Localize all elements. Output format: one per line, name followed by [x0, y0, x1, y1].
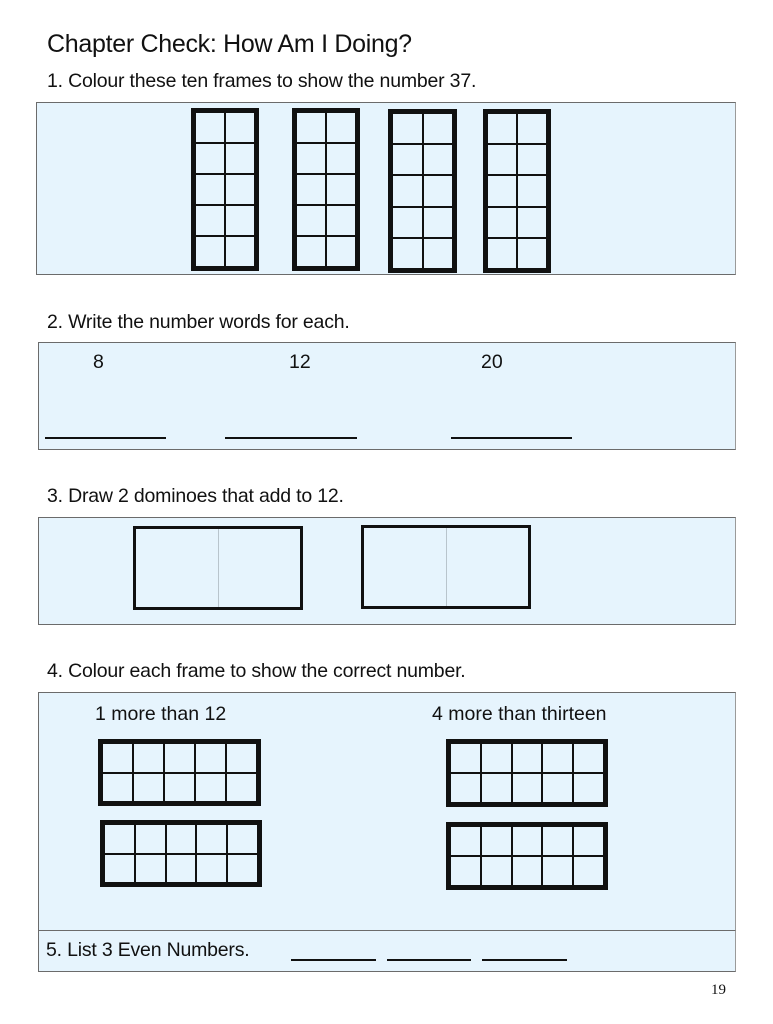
number-8: 8 — [93, 351, 104, 373]
ten-frame-2[interactable] — [292, 108, 360, 271]
question-1-prompt: 1. Colour these ten frames to show the number 37. — [47, 70, 477, 92]
answer-line-12[interactable] — [225, 437, 357, 439]
ten-frame-1-more-than-12-a[interactable] — [98, 739, 261, 806]
ten-frame-1-more-than-12-b[interactable] — [100, 820, 262, 887]
domino-divider — [218, 529, 219, 607]
group-label-2: 4 more than thirteen — [432, 703, 607, 725]
question-4-panel — [38, 692, 736, 932]
ten-frame-1[interactable] — [191, 108, 259, 271]
number-12: 12 — [289, 351, 311, 373]
page-number: 19 — [711, 982, 726, 998]
page-title: Chapter Check: How Am I Doing? — [47, 30, 412, 58]
answer-line-8[interactable] — [45, 437, 166, 439]
answer-line-20[interactable] — [451, 437, 572, 439]
ten-frame-4-more-than-thirteen-a[interactable] — [446, 739, 608, 807]
question-2-panel — [38, 342, 736, 450]
ten-frame-4-more-than-thirteen-b[interactable] — [446, 822, 608, 890]
domino-1[interactable] — [133, 526, 303, 610]
question-3-prompt: 3. Draw 2 dominoes that add to 12. — [47, 485, 344, 507]
ten-frame-3[interactable] — [388, 109, 457, 273]
question-2-prompt: 2. Write the number words for each. — [47, 311, 350, 333]
even-number-line-2[interactable] — [387, 959, 471, 961]
question-5-prompt: 5. List 3 Even Numbers. — [46, 939, 250, 961]
question-4-prompt: 4. Colour each frame to show the correct number. — [47, 660, 466, 682]
domino-2[interactable] — [361, 525, 531, 609]
number-20: 20 — [481, 351, 503, 373]
ten-frame-4[interactable] — [483, 109, 551, 273]
even-number-line-1[interactable] — [291, 959, 376, 961]
even-number-line-3[interactable] — [482, 959, 567, 961]
group-label-1: 1 more than 12 — [95, 703, 227, 725]
question-1-panel — [36, 102, 736, 275]
domino-divider — [446, 528, 447, 606]
